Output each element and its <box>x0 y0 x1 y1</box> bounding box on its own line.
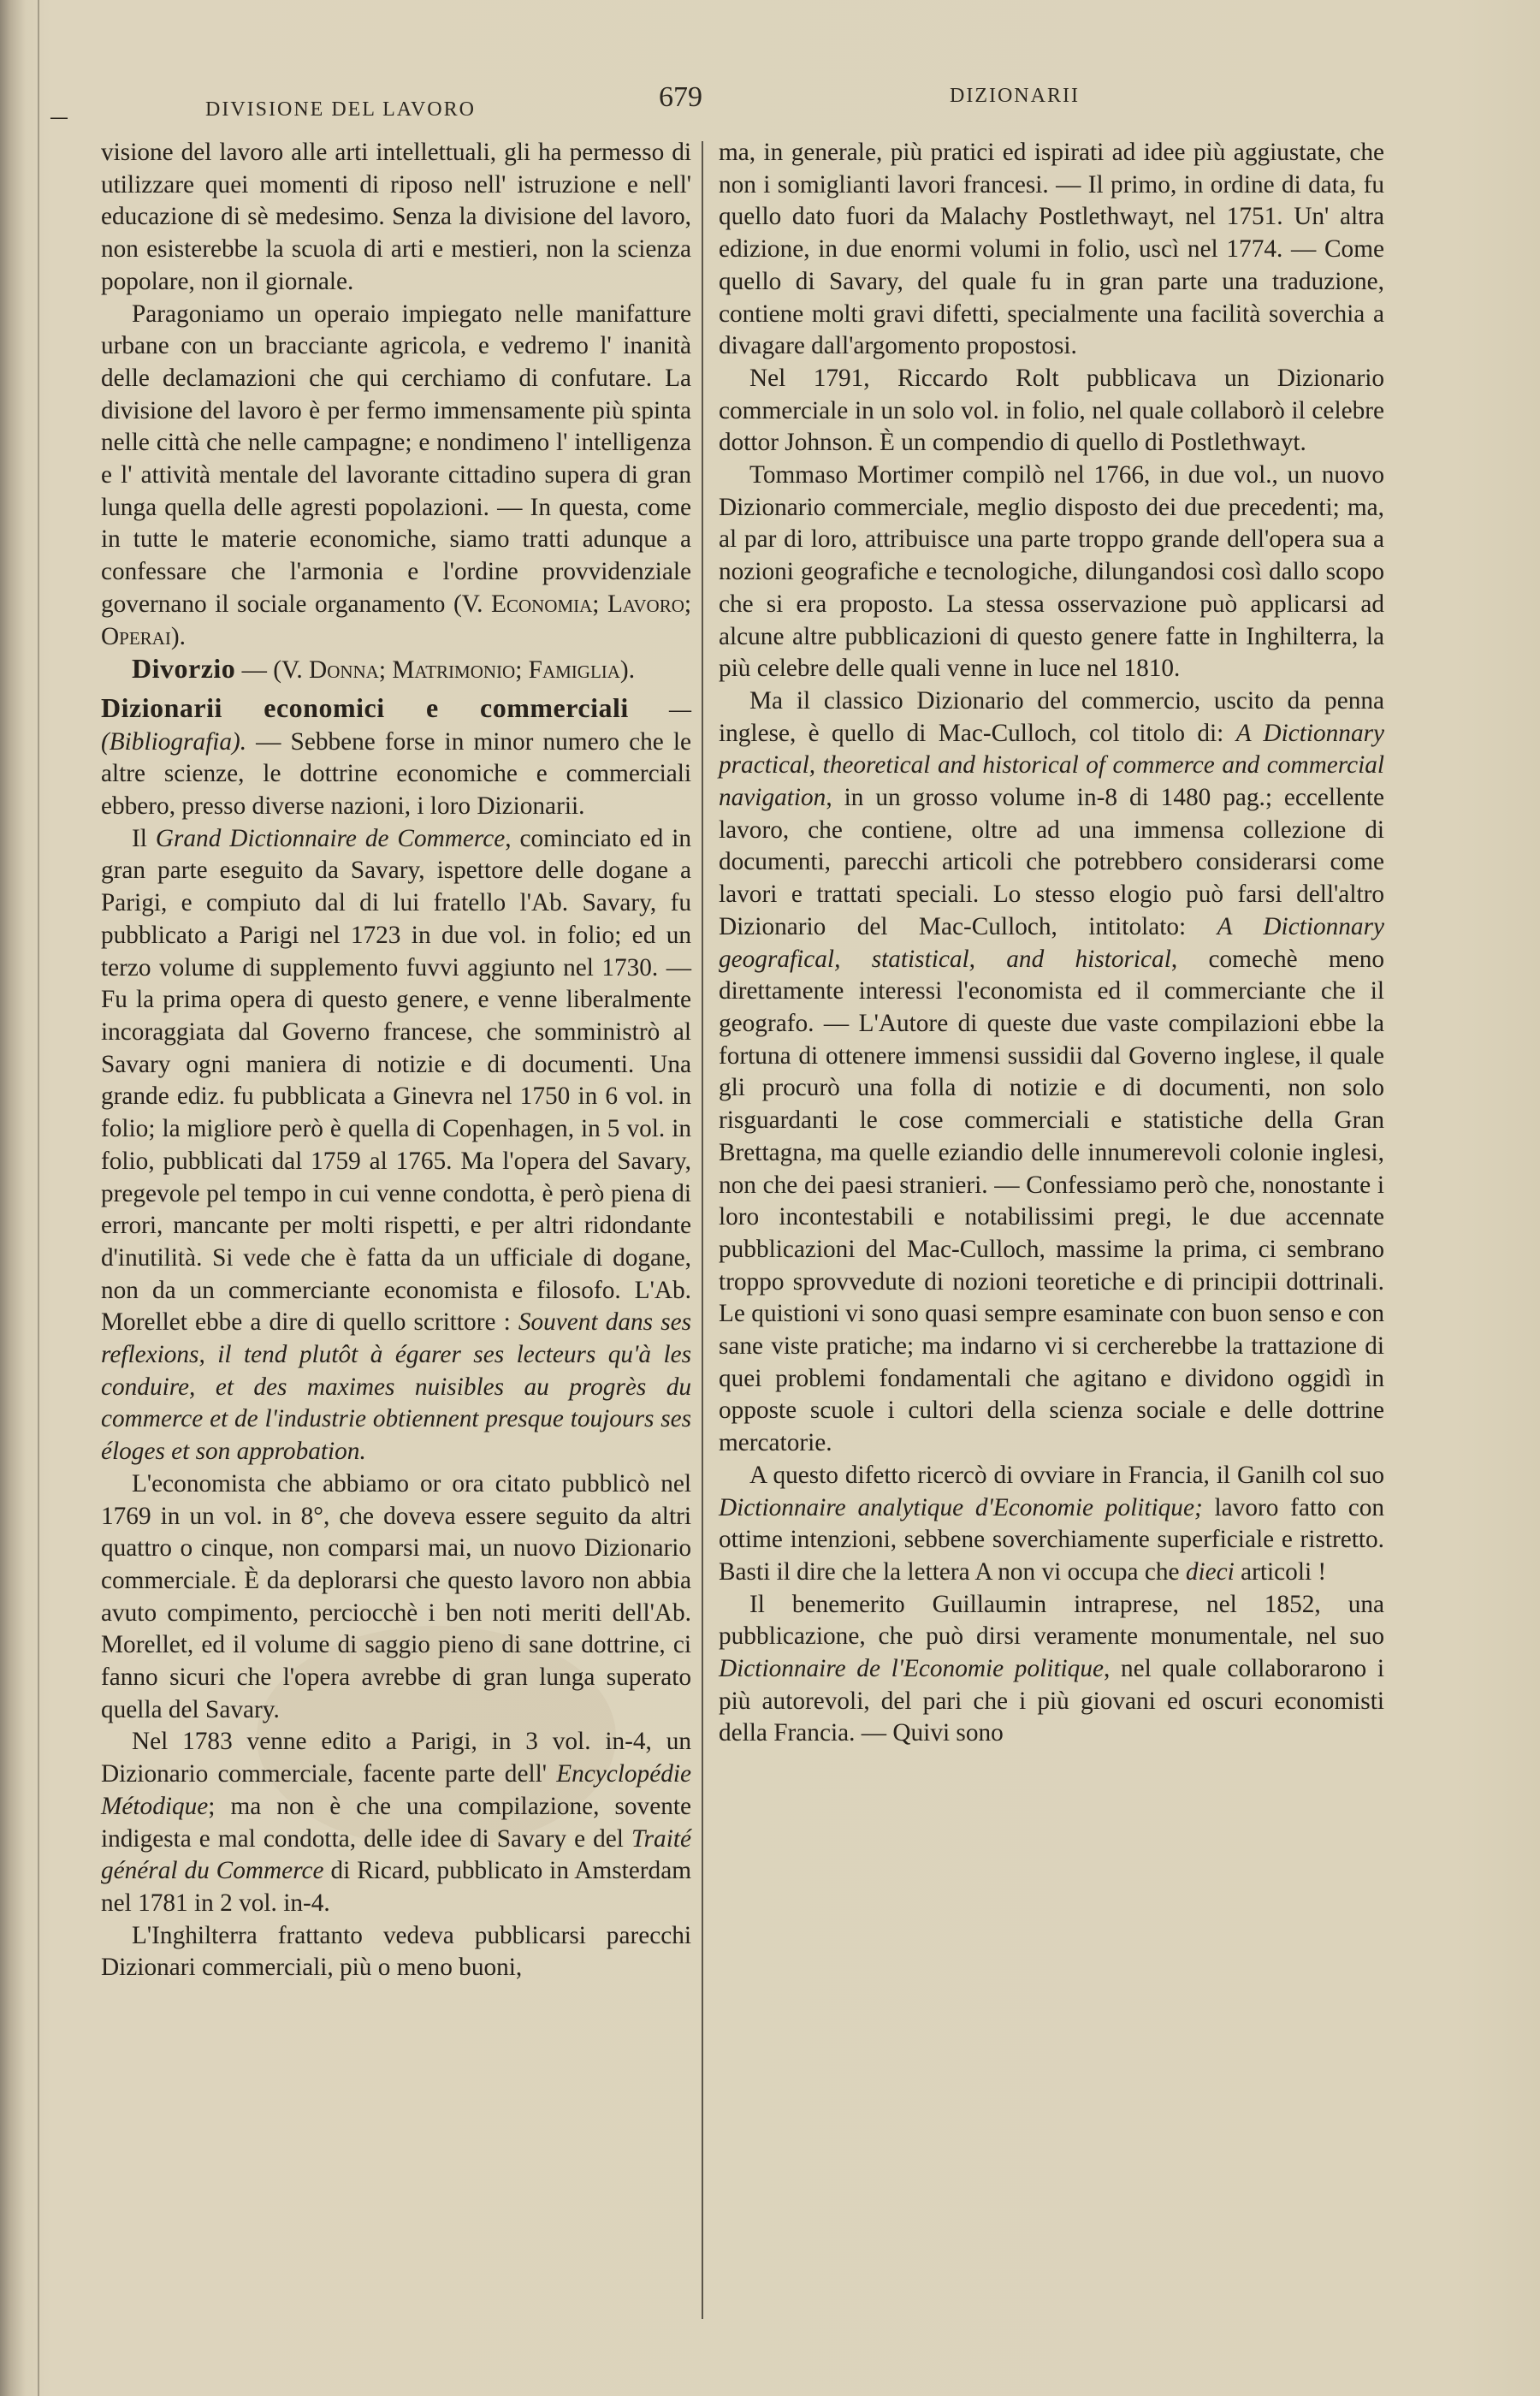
entry-headword: Divorzio <box>132 653 236 685</box>
entry-divorzio <box>101 653 691 687</box>
paragraph-text: di Ricard, pubblicato in Amsterdam nel 1781 in 2 vol. in-4. <box>101 1857 691 1917</box>
paragraph-text: , nel quale collaborarono i più autorevoli, del pari che i più giovani ed oscuri economisti della Francia. — Quivi sono <box>719 1655 1384 1747</box>
book-title: Dictionnaire analytique d'Economie politique; <box>719 1493 1203 1521</box>
left-column <box>101 137 691 1984</box>
running-head-right: DIZIONARII <box>950 85 1080 107</box>
book-title: Grand Dictionnaire de Commerce <box>155 824 506 852</box>
paragraph <box>101 1726 691 1919</box>
paragraph-text: Il <box>132 824 156 852</box>
entry-body: — (V. Donna; Matrimonio; Famiglia). <box>241 656 636 685</box>
paragraph <box>101 823 691 1468</box>
paragraph <box>101 299 691 654</box>
column-rule <box>702 141 703 2319</box>
paragraph-text: Paragoniamo un operaio impiegato nelle manifatture urbane con un bracciante agricola, e vedremo l' inanità delle declamazioni che qui cerchiamo di confutare. La divisione del lavoro è per fermo immensamente più spinta nelle città che nelle campagne; e nondimeno l' intelligenza e l' attività mentale del lavorante cittadino supera di gran lunga quella delle agresti popolazioni. — In questa, come in tutte le materie economiche, siamo tratti adunque a confessare che l'armonia e l'ordine provvidenziale governano il sociale organamento <box>101 300 691 618</box>
cross-references: (V. Economia; Lavoro; Operai). <box>101 590 692 650</box>
binding-edge <box>38 0 39 2396</box>
book-title: A Dictionnary geografical, statistical, and historical <box>719 912 1384 973</box>
book-title: Traité général du Commerce <box>101 1824 691 1885</box>
paragraph: Nel 1791, Riccardo Rolt pubblicava un Dizionario commerciale in un solo vol. in folio, nel quale collaborò il celebre dottor Johnson. È un compendio di quello di Postlethwayt. <box>719 364 1384 457</box>
paragraph-text: ; ma non è che una compilazione, sovente indigesta e mal condotta, delle idee di Savary e del <box>101 1792 691 1853</box>
entry-headword: Dizionarii economici e commerciali <box>101 691 629 723</box>
book-title: Dictionnaire de l'Economie politique <box>719 1655 1104 1683</box>
paragraph-text: articoli ! <box>1234 1557 1327 1586</box>
book-title: Encyclopédie Métodique <box>101 1760 691 1820</box>
paragraph-text: Il benemerito Guillaumin intraprese, nel 1852, una pubblicazione, che può dirsi veramente monumentale, nel suo <box>719 1590 1384 1651</box>
right-column <box>719 137 1384 1750</box>
paragraph: L'economista che abbiamo or ora citato pubblicò nel 1769 in un vol. in 8°, che doveva essere seguito da altri quattro o cinque, non comparsi mai, un nuovo Dizionario commerciale. È da deplorarsi che questo lavoro non abbia avuto compimento, perciocchè i ben noti meriti dell'Ab. Morellet, ed il volume di saggio pieno di sane dottrine, ci fanno sicuri che l'opera avrebbe di gran lunga superato quella del Savary. <box>101 1469 691 1723</box>
paragraph <box>719 1589 1384 1751</box>
paragraph: ma, in generale, più pratici ed ispirati ad idee più aggiustate, che non i somiglianti lavori francesi. — Il primo, in ordine di data, fu quello dato fuori da Malachy Postlethwayt, nel 1751. Un' altra edizione, in due enormi volumi in folio, uscì nel 1774. — Come quello di Savary, del quale fu in gran parte una traduzione, contiene molti gravi difetti, specialmente una facilità soverchia a divagare dall'argomento propostosi. <box>719 139 1384 360</box>
page-number: 679 <box>659 81 702 113</box>
paragraph-text: A questo difetto ricercò di ovviare in Francia, il Ganilh col suo <box>749 1461 1384 1489</box>
emphasis: dieci <box>1185 1557 1235 1586</box>
paragraph: visione del lavoro alle arti intellettuali, gli ha permesso di utilizzare quei momenti di riposo nell' istruzione e nell' educazione di sè medesimo. Senza la divisione del lavoro, non esisterebbe la scuola di arti e mestieri, non la scienza popolare, non il giornale. <box>101 139 691 295</box>
paragraph-text: , cominciato ed in gran parte eseguito da Savary, ispettore delle dogane a Parigi, e compiuto dal di lui fratello l'Ab. Savary, fu pubblicato a Parigi nel 1723 in due vol. in folio; ed un terzo volume di supplemento fuvvi aggiunto nel 1730. — Fu la prima opera di questo genere, e venne liberalmente incoraggiata dal Governo francese, che somministrò al Savary ogni maniera di notizie e di documenti. Una grande ediz. fu pubblicata a Ginevra nel 1750 in 6 vol. in folio; la migliore però è quella di Copenhagen, in 5 vol. in folio, pubblicati dal 1759 al 1765. Ma l'opera del Savary, pregevole pel tempo in cui venne condotta, è però piena di errori, mancante per molti rispetti, e per altri ridondante d'inutilità. Si vede che è fatta da un ufficiale di dogane, non da un commerciante economista e filosofo. L'Ab. Morellet ebbe a dire di quello scrittore : <box>101 824 691 1337</box>
running-head-left: DIVISIONE DEL LAVORO <box>205 98 476 121</box>
header-dash: — <box>50 107 68 128</box>
running-header <box>0 81 1540 128</box>
paragraph-text: , comechè meno direttamente interessi l'economista ed il commerciante che il geografo. — L'Autore di queste due vaste compilazioni ebbe la fortuna di ottenere immensi sussidii dal Governo inglese, il quale gli procurò una folla di notizie e di documenti, non solo risguardanti le cose commerciali e statistiche della Gran Brettagna, ma quelle eziandio delle innumerevoli colonie inglesi, non che dei paesi stranieri. — Confessiamo però che, nonostante i loro incontestabili e notabilissimi pregi, le due accennate pubblicazioni del Mac-Culloch, massime la prima, ci sembrano troppo sprovvedute di nozioni teoretiche e di principii dottrinali. Le quistioni vi sono quasi sempre esaminate con buon senso e con sane viste pratiche; ma indarno vi si cercherebbe la trattazione di quei problemi fondamentali che agitano e dividono oggidì in opposte scuole i cultori della scienza sociale e delle dottrine mercatorie. <box>719 945 1384 1457</box>
entry-dizionarii <box>101 692 691 823</box>
entry-body: — Sebbene forse in minor numero che le altre scienze, le dottrine economiche e commerciali ebbero, presso diverse nazioni, i loro Dizionarii. <box>101 727 691 821</box>
paragraph <box>719 685 1384 1460</box>
paragraph-text: lavoro fatto con ottime intenzioni, sebbene soverchiamente superficiale e ristretto. Basti il dire che la lettera A non vi occupa che <box>719 1493 1384 1586</box>
paragraph: Tommaso Mortimer compilò nel 1766, in due vol., un nuovo Dizionario commerciale, meglio disposto dei due precedenti; ma, al par di loro, attribuisce una parte troppo grande dell'opera sua a nozioni geografiche e tecnologiche, dilungandosi così dallo scopo che si era proposto. La stessa osservazione può applicarsi ad alcune altre pubblicazioni di questo genere fatte in Inghilterra, la più celebre delle quali venne in luce nel 1810. <box>719 461 1384 683</box>
paragraph <box>719 1460 1384 1589</box>
entry-subhead: — (Bibliografia). <box>101 695 692 756</box>
book-title: A Dictionnary practical, theoretical and historical of commerce and commercial navigation <box>719 719 1384 812</box>
paragraph-text: Ma il classico Dizionario del commercio, uscito da penna inglese, è quello di Mac-Culloch, col titolo di: <box>719 686 1384 747</box>
paragraph-text: , in un grosso volume in-8 di 1480 pag.; eccellente lavoro, che contiene, oltre ad una immensa collezione di documenti, parecchi articoli che potrebbero considerarsi come lavori e trattati speciali. Lo stesso elogio può farsi dell'altro Dizionario del Mac-Culloch, intitolato: <box>719 784 1384 940</box>
quotation: Souvent dans ses reflexions, il tend plutôt à égarer ses lecteurs qu'à les conduire, et des maximes nuisibles au progrès du commerce et de l'industrie obtiennent presque toujours ses éloges et son approbation. <box>101 1308 691 1466</box>
paragraph: L'Inghilterra frattanto vedeva pubblicarsi parecchi Dizionari commerciali, più o meno buoni, <box>101 1921 691 1982</box>
paragraph-text: Nel 1783 venne edito a Parigi, in 3 vol. in-4, un Dizionario commerciale, facente parte dell' <box>101 1728 691 1788</box>
